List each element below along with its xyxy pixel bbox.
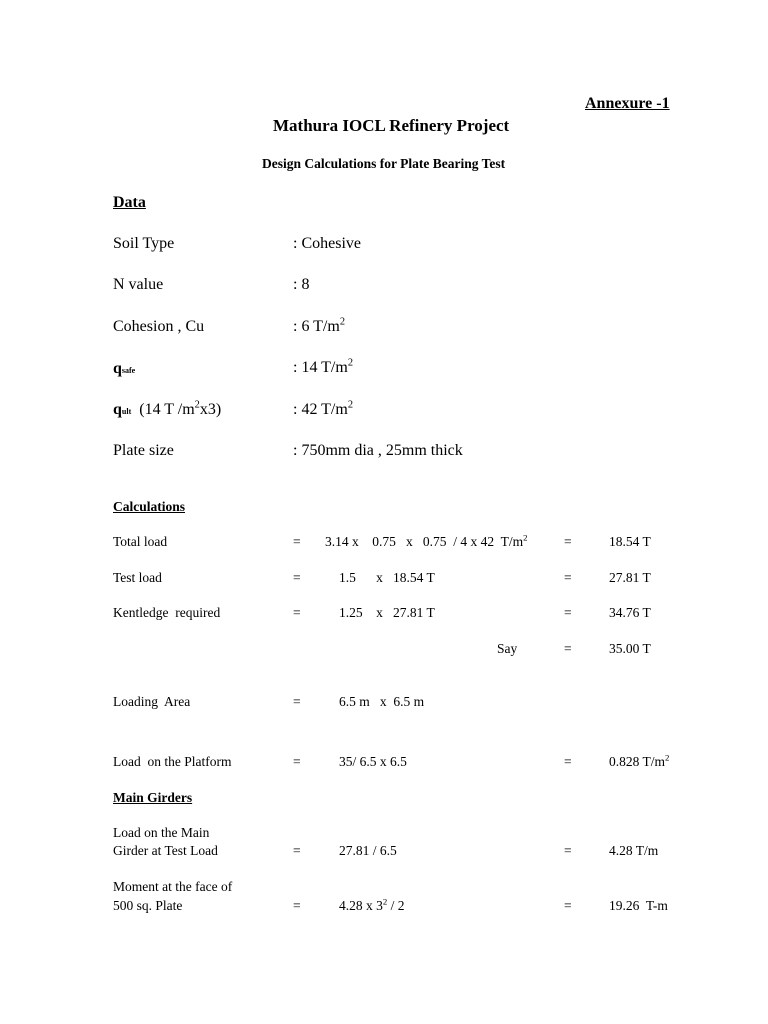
total-load-expression-sup: 2 — [523, 532, 528, 543]
total-load-equals: = — [293, 534, 301, 549]
moment-label-line-1: Moment at the face of — [113, 879, 233, 894]
cohesion-value — [293, 318, 345, 336]
moment-expression — [339, 898, 405, 914]
test-load-equals: = — [293, 570, 301, 585]
q-safe-value — [293, 359, 353, 377]
annexure-label: Annexure -1 — [585, 95, 670, 112]
platform-load-label: Load on the Platform — [113, 754, 232, 769]
q-ult-symbol: q — [113, 401, 122, 418]
q-safe-subscript: safe — [121, 366, 136, 375]
loading-area-equals: = — [293, 694, 301, 709]
test-load-equals-2: = — [564, 570, 572, 585]
document-title: Mathura IOCL Refinery Project — [273, 116, 510, 135]
moment-equals: = — [293, 898, 301, 913]
total-load-label: Total load — [113, 534, 168, 549]
moment-expression-end: / 2 — [387, 898, 405, 913]
main-girders-heading: Main Girders — [113, 790, 193, 805]
test-load-label: Test load — [113, 570, 162, 585]
q-ult-note-end: x3) — [199, 401, 222, 418]
kentledge-equals-2: = — [564, 605, 572, 620]
cohesion-value-text: : 6 T/m — [293, 318, 340, 335]
n-value-value: : 8 — [293, 276, 310, 293]
kentledge-result: 34.76 T — [609, 605, 651, 620]
test-load-expression: 1.5 x 18.54 T — [339, 570, 435, 585]
cohesion-label: Cohesion , Cu — [113, 318, 205, 335]
calculations-heading: Calculations — [113, 499, 186, 514]
soil-type-label: Soil Type — [113, 235, 175, 252]
q-ult-value-sup: 2 — [347, 399, 354, 411]
moment-label-line-2: 500 sq. Plate — [113, 898, 183, 913]
data-heading: Data — [113, 194, 146, 211]
moment-equals-2: = — [564, 898, 572, 913]
moment-expression-sup: 2 — [382, 896, 388, 907]
say-result: 35.00 T — [609, 641, 651, 656]
total-load-expression — [325, 534, 528, 550]
total-load-result: 18.54 T — [609, 534, 651, 549]
say-equals: = — [564, 641, 572, 656]
plate-size-value: : 750mm dia , 25mm thick — [293, 442, 463, 459]
loading-area-expression: 6.5 m x 6.5 m — [339, 694, 425, 709]
q-ult-value — [293, 401, 353, 419]
moment-expression-text: 4.28 x 3 — [339, 898, 383, 913]
loading-area-label: Loading Area — [113, 694, 191, 709]
platform-load-result — [609, 754, 669, 770]
platform-load-equals: = — [293, 754, 301, 769]
test-load-result: 27.81 T — [609, 570, 651, 585]
q-safe-value-sup: 2 — [347, 357, 354, 369]
kentledge-equals: = — [293, 605, 301, 620]
girder-load-result: 4.28 T/m — [609, 843, 659, 858]
girder-load-equals-2: = — [564, 843, 572, 858]
kentledge-label: Kentledge required — [113, 605, 221, 620]
girder-load-label-line-2: Girder at Test Load — [113, 843, 218, 858]
q-ult-label — [113, 401, 221, 419]
q-safe-label — [113, 360, 135, 378]
girder-load-equals: = — [293, 843, 301, 858]
q-safe-symbol: q — [113, 360, 122, 377]
platform-load-expression: 35/ 6.5 x 6.5 — [339, 754, 407, 769]
moment-result: 19.26 T-m — [609, 898, 668, 913]
girder-load-label-line-1: Load on the Main — [113, 825, 210, 840]
platform-load-result-sup: 2 — [665, 752, 670, 763]
girder-load-expression: 27.81 / 6.5 — [339, 843, 397, 858]
kentledge-expression: 1.25 x 27.81 T — [339, 605, 435, 620]
n-value-label: N value — [113, 276, 164, 293]
q-ult-note-sup: 2 — [194, 399, 200, 411]
soil-type-value: : Cohesive — [293, 235, 361, 252]
q-safe-value-text: : 14 T/m — [293, 359, 348, 376]
say-label: Say — [497, 641, 518, 656]
q-ult-note: (14 T /m — [131, 401, 195, 418]
plate-size-label: Plate size — [113, 442, 174, 459]
platform-load-result-text: 0.828 T/m — [609, 754, 666, 769]
cohesion-value-sup: 2 — [339, 316, 346, 328]
q-ult-value-text: : 42 T/m — [293, 401, 348, 418]
document-subtitle: Design Calculations for Plate Bearing Test — [262, 156, 506, 171]
total-load-equals-2: = — [564, 534, 572, 549]
platform-load-equals-2: = — [564, 754, 572, 769]
q-ult-subscript: ult — [121, 407, 132, 416]
total-load-expression-text: 3.14 x 0.75 x 0.75 / 4 x 42 T/m — [325, 534, 524, 549]
